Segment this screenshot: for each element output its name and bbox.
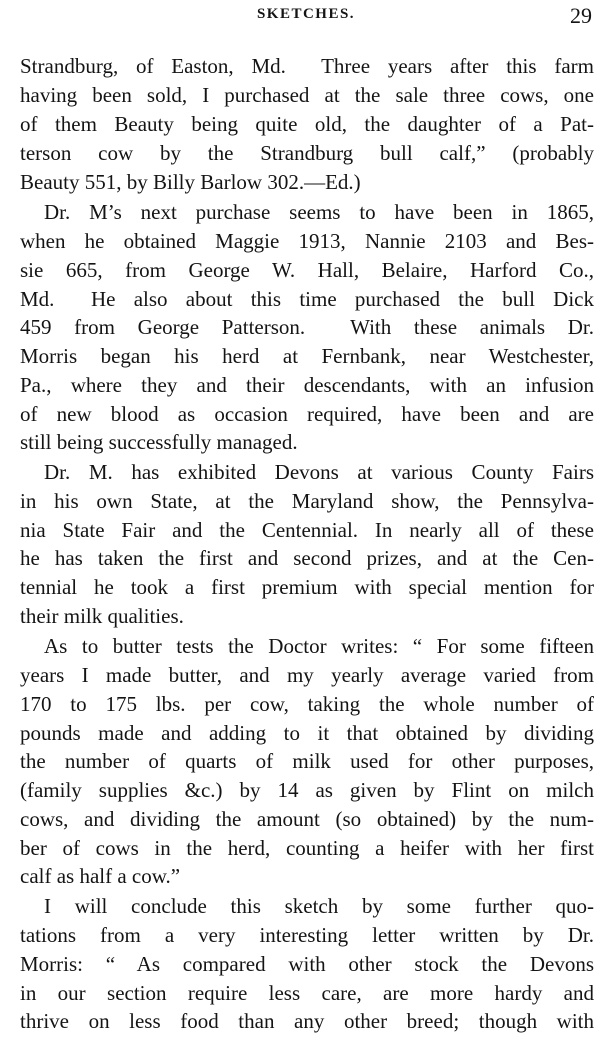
- text-line: when he obtained Maggie 1913, Nannie 2103 and Bes-: [20, 229, 594, 253]
- text-line: Dr. M’s next purchase seems to have been in 1865,: [44, 200, 594, 224]
- text-line: the number of quarts of milk used for other purposes,: [20, 749, 594, 773]
- text-line: Morris began his herd at Fernbank, near Westchester,: [20, 344, 594, 368]
- text-line: sie 665, from George W. Hall, Belaire, Harford Co.,: [20, 258, 594, 282]
- text-line: he has taken the first and second prizes, and at the Cen-: [20, 546, 594, 570]
- text-line: Beauty 551, by Billy Barlow 302.—Ed.): [20, 170, 361, 194]
- text-line: thrive on less food than any other breed; though with: [20, 1009, 594, 1033]
- text-line: Dr. M. has exhibited Devons at various County Fairs: [44, 460, 594, 484]
- text-line: in his own State, at the Maryland show, the Pennsylva-: [20, 489, 594, 513]
- text-line: Strandburg, of Easton, Md. Three years after this farm: [20, 54, 594, 78]
- text-line: their milk qualities.: [20, 604, 184, 628]
- text-line: pounds made and adding to it that obtained by dividing: [20, 721, 594, 745]
- text-line: I will conclude this sketch by some further quo-: [44, 894, 594, 918]
- text-line: Morris: “ As compared with other stock the Devons: [20, 952, 594, 976]
- text-line: cows, and dividing the amount (so obtained) by the num-: [20, 807, 594, 831]
- text-line: Pa., where they and their descendants, with an infusion: [20, 373, 594, 397]
- text-line: Md. He also about this time purchased the bull Dick: [20, 287, 594, 311]
- text-line: having been sold, I purchased at the sale three cows, one: [20, 83, 594, 107]
- page-number: 29: [570, 3, 592, 28]
- text-line: (family supplies &c.) by 14 as given by Flint on milch: [20, 778, 594, 802]
- text-line: As to butter tests the Doctor writes: “ For some fifteen: [44, 634, 594, 658]
- text-line: tations from a very interesting letter written by Dr.: [20, 923, 594, 947]
- text-line: in our section require less care, are more hardy and: [20, 981, 594, 1005]
- text-line: terson cow by the Strandburg bull calf,” (probably: [20, 141, 594, 165]
- text-line: tennial he took a first premium with special mention for: [20, 575, 594, 599]
- text-line: years I made butter, and my yearly average varied from: [20, 663, 594, 687]
- text-line: calf as half a cow.”: [20, 864, 181, 888]
- text-line: 170 to 175 lbs. per cow, taking the whole number of: [20, 692, 594, 716]
- text-line: still being successfully managed.: [20, 430, 298, 454]
- text-line: nia State Fair and the Centennial. In nearly all of these: [20, 518, 594, 542]
- text-line: ber of cows in the herd, counting a heifer with her first: [20, 836, 594, 860]
- text-line: 459 from George Patterson. With these animals Dr.: [20, 315, 594, 339]
- text-line: of new blood as occasion required, have been and are: [20, 402, 594, 426]
- text-line: of them Beauty being quite old, the daughter of a Pat-: [20, 112, 594, 136]
- running-title: SKETCHES.: [256, 6, 356, 22]
